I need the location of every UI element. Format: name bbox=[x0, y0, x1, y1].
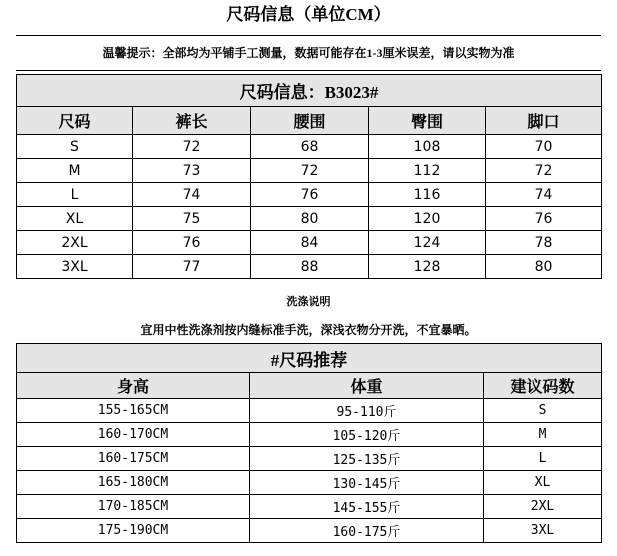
hip-cell: 120 bbox=[369, 207, 486, 231]
column-header: 建议码数 bbox=[484, 373, 602, 399]
size-cell: XL bbox=[17, 207, 133, 231]
height-cell: 155-165CM bbox=[17, 399, 250, 423]
height-cell: 165-180CM bbox=[17, 471, 250, 495]
table-row bbox=[17, 495, 602, 519]
top-divider bbox=[16, 35, 601, 36]
leg-opening-cell: 70 bbox=[486, 135, 602, 159]
column-header: 裤长 bbox=[133, 107, 251, 135]
wash-instructions: 宜用中性洗涤剂按内缝标准手洗，深浅衣物分开洗，不宜暴晒。 bbox=[140, 323, 477, 337]
hip-cell: 128 bbox=[369, 255, 486, 279]
pants-length-cell: 76 bbox=[133, 231, 251, 255]
column-header: 体重 bbox=[250, 373, 484, 399]
weight-cell: 95-110斤 bbox=[250, 399, 484, 423]
suggested-size-cell: M bbox=[484, 423, 602, 447]
waist-cell: 88 bbox=[251, 255, 369, 279]
suggested-size-cell: 2XL bbox=[484, 495, 602, 519]
size-table-caption: 尺码信息：B3023# bbox=[17, 75, 602, 107]
size-cell: 2XL bbox=[17, 231, 133, 255]
table-row bbox=[17, 207, 602, 231]
height-cell: 160-175CM bbox=[17, 447, 250, 471]
table-row bbox=[17, 183, 602, 207]
table-row bbox=[17, 159, 602, 183]
page-title: 尺码信息（单位CM） bbox=[226, 5, 391, 24]
hip-cell: 124 bbox=[369, 231, 486, 255]
height-cell: 175-190CM bbox=[17, 519, 250, 543]
table-row bbox=[17, 447, 602, 471]
suggested-size-cell: S bbox=[484, 399, 602, 423]
size-cell: 3XL bbox=[17, 255, 133, 279]
column-header: 腰围 bbox=[251, 107, 369, 135]
recommend-table-caption: #尺码推荐 bbox=[17, 344, 602, 373]
wash-title: 洗涤说明 bbox=[286, 296, 331, 308]
table-row bbox=[17, 471, 602, 495]
table-row bbox=[17, 519, 602, 543]
weight-cell: 105-120斤 bbox=[250, 423, 484, 447]
weight-cell: 130-145斤 bbox=[250, 471, 484, 495]
suggested-size-cell: L bbox=[484, 447, 602, 471]
column-header: 脚口 bbox=[486, 107, 602, 135]
size-table-header bbox=[17, 107, 602, 135]
leg-opening-cell: 80 bbox=[486, 255, 602, 279]
hip-cell: 116 bbox=[369, 183, 486, 207]
waist-cell: 68 bbox=[251, 135, 369, 159]
table-row bbox=[17, 231, 602, 255]
measurement-tip: 温馨提示：全部均为平铺手工测量，数据可能存在1-3厘米误差，请以实物为准 bbox=[102, 46, 515, 60]
pants-length-cell: 77 bbox=[133, 255, 251, 279]
pants-length-cell: 73 bbox=[133, 159, 251, 183]
leg-opening-cell: 78 bbox=[486, 231, 602, 255]
weight-cell: 125-135斤 bbox=[250, 447, 484, 471]
pants-length-cell: 74 bbox=[133, 183, 251, 207]
tip-divider bbox=[16, 70, 601, 71]
waist-cell: 80 bbox=[251, 207, 369, 231]
table-row bbox=[17, 423, 602, 447]
height-cell: 170-185CM bbox=[17, 495, 250, 519]
suggested-size-cell: XL bbox=[484, 471, 602, 495]
hip-cell: 108 bbox=[369, 135, 486, 159]
size-cell: M bbox=[17, 159, 133, 183]
recommend-table bbox=[16, 343, 602, 543]
size-cell: L bbox=[17, 183, 133, 207]
column-header: 尺码 bbox=[17, 107, 133, 135]
table-row bbox=[17, 135, 602, 159]
leg-opening-cell: 74 bbox=[486, 183, 602, 207]
table-row bbox=[17, 255, 602, 279]
suggested-size-cell: 3XL bbox=[484, 519, 602, 543]
hip-cell: 112 bbox=[369, 159, 486, 183]
table-row bbox=[17, 399, 602, 423]
leg-opening-cell: 72 bbox=[486, 159, 602, 183]
size-table bbox=[16, 74, 602, 279]
waist-cell: 72 bbox=[251, 159, 369, 183]
weight-cell: 160-175斤 bbox=[250, 519, 484, 543]
column-header: 臀围 bbox=[369, 107, 486, 135]
height-cell: 160-170CM bbox=[17, 423, 250, 447]
pants-length-cell: 75 bbox=[133, 207, 251, 231]
recommend-table-header bbox=[17, 373, 602, 399]
size-cell: S bbox=[17, 135, 133, 159]
leg-opening-cell: 76 bbox=[486, 207, 602, 231]
waist-cell: 84 bbox=[251, 231, 369, 255]
column-header: 身高 bbox=[17, 373, 250, 399]
weight-cell: 145-155斤 bbox=[250, 495, 484, 519]
pants-length-cell: 72 bbox=[133, 135, 251, 159]
waist-cell: 76 bbox=[251, 183, 369, 207]
